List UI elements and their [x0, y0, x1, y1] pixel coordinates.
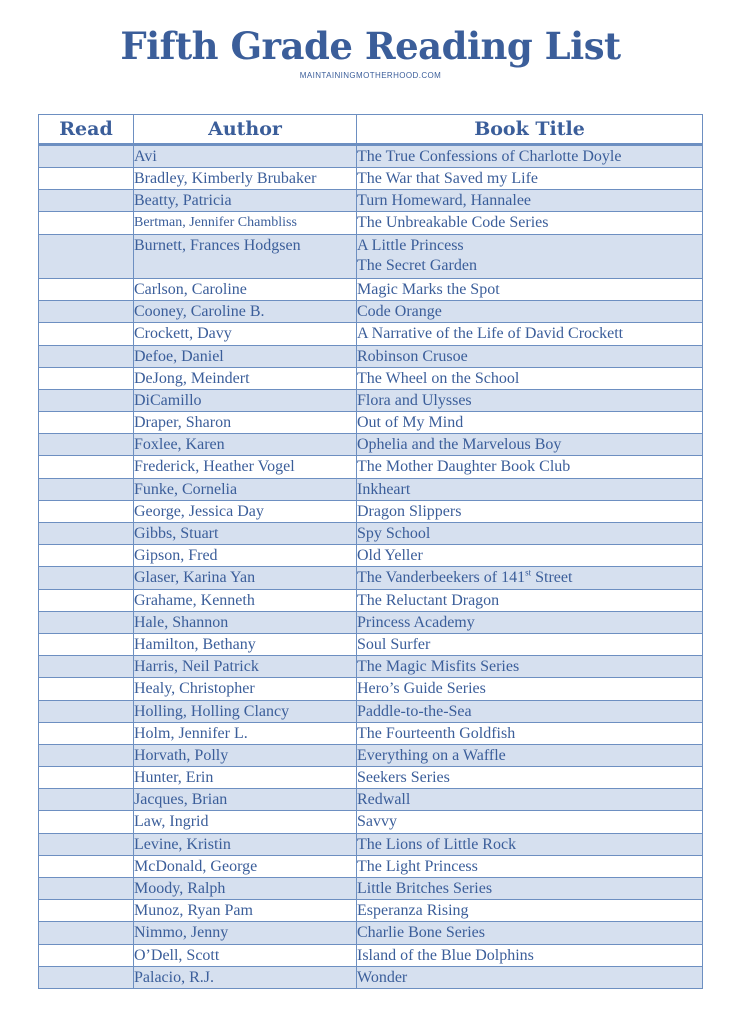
read-checkbox-cell[interactable]	[39, 278, 134, 300]
read-checkbox-cell[interactable]	[39, 878, 134, 900]
book-title-cell	[357, 656, 703, 678]
book-title-cell	[357, 922, 703, 944]
author-cell: Hale, Shannon	[134, 611, 357, 633]
table-row	[39, 212, 703, 234]
book-title: The Fourteenth Goldfish	[357, 724, 516, 742]
book-title: Savvy	[357, 813, 397, 831]
read-checkbox-cell[interactable]	[39, 722, 134, 744]
book-title-cell	[357, 323, 703, 345]
reading-list-table	[38, 114, 703, 989]
read-checkbox-cell[interactable]	[39, 811, 134, 833]
author-cell: Bertman, Jennifer Chambliss	[134, 212, 357, 234]
read-checkbox-cell[interactable]	[39, 301, 134, 323]
read-checkbox-cell[interactable]	[39, 412, 134, 434]
book-title: Ophelia and the Marvelous Boy	[357, 436, 562, 454]
book-title-cell	[357, 811, 703, 833]
author-cell: McDonald, George	[134, 855, 357, 877]
book-title: Esperanza Rising	[357, 902, 469, 920]
author-cell: Palacio, R.J.	[134, 966, 357, 988]
book-title-cell	[357, 145, 703, 168]
author-cell: Gipson, Fred	[134, 545, 357, 567]
book-title-cell	[357, 478, 703, 500]
book-title-cell	[357, 833, 703, 855]
book-title-cell	[357, 301, 703, 323]
book-title-cell	[357, 345, 703, 367]
read-checkbox-cell[interactable]	[39, 611, 134, 633]
column-header-book-title: Book Title	[357, 115, 703, 145]
table-row	[39, 434, 703, 456]
author-cell: Gibbs, Stuart	[134, 523, 357, 545]
book-title-cell	[357, 212, 703, 234]
read-checkbox-cell[interactable]	[39, 234, 134, 278]
table-row	[39, 500, 703, 522]
author-cell: Holling, Holling Clancy	[134, 700, 357, 722]
book-title-cell	[357, 456, 703, 478]
read-checkbox-cell[interactable]	[39, 323, 134, 345]
read-checkbox-cell[interactable]	[39, 767, 134, 789]
read-checkbox-cell[interactable]	[39, 500, 134, 522]
table-row	[39, 944, 703, 966]
read-checkbox-cell[interactable]	[39, 456, 134, 478]
book-title-cell	[357, 944, 703, 966]
book-title-cell	[357, 966, 703, 988]
table-row	[39, 234, 703, 278]
author-cell: Avi	[134, 145, 357, 168]
read-checkbox-cell[interactable]	[39, 389, 134, 411]
table-row	[39, 966, 703, 988]
book-title: The Reluctant Dragon	[357, 591, 500, 609]
book-title: The Secret Garden	[357, 256, 477, 274]
read-checkbox-cell[interactable]	[39, 545, 134, 567]
book-title-cell	[357, 367, 703, 389]
table-row	[39, 456, 703, 478]
book-title: Dragon Slippers	[357, 502, 462, 520]
read-checkbox-cell[interactable]	[39, 367, 134, 389]
author-cell: Cooney, Caroline B.	[134, 301, 357, 323]
table-row	[39, 589, 703, 611]
column-header-read: Read	[39, 115, 134, 145]
book-title-cell	[357, 434, 703, 456]
book-title: Seekers Series	[357, 769, 450, 787]
author-cell: Defoe, Daniel	[134, 345, 357, 367]
book-title-cell	[357, 900, 703, 922]
author-cell: DeJong, Meindert	[134, 367, 357, 389]
book-title: The True Confessions of Charlotte Doyle	[357, 148, 622, 165]
read-checkbox-cell[interactable]	[39, 744, 134, 766]
book-title: Island of the Blue Dolphins	[357, 946, 534, 964]
book-title-suffix: Street	[531, 569, 573, 587]
table-row	[39, 811, 703, 833]
table-row	[39, 678, 703, 700]
book-title: Code Orange	[357, 303, 442, 321]
ordinal-suffix: st	[525, 568, 532, 579]
book-title: Flora and Ulysses	[357, 391, 472, 409]
table-row	[39, 900, 703, 922]
book-title: The War that Saved my Life	[357, 170, 539, 187]
book-title-cell	[357, 523, 703, 545]
book-title: Redwall	[357, 791, 411, 809]
book-title-cell	[357, 722, 703, 744]
read-checkbox-cell[interactable]	[39, 212, 134, 234]
book-title-cell	[357, 767, 703, 789]
read-checkbox-cell[interactable]	[39, 145, 134, 168]
author-cell: Holm, Jennifer L.	[134, 722, 357, 744]
book-title-text: The Vanderbeekers of 141	[357, 569, 526, 587]
author-cell: George, Jessica Day	[134, 500, 357, 522]
book-title: Inkheart	[357, 480, 411, 498]
table-row	[39, 855, 703, 877]
author-cell: Munoz, Ryan Pam	[134, 900, 357, 922]
table-row	[39, 744, 703, 766]
read-checkbox-cell[interactable]	[39, 190, 134, 212]
book-title: Turn Homeward, Hannalee	[357, 192, 532, 210]
read-checkbox-cell[interactable]	[39, 589, 134, 611]
book-title: Soul Surfer	[357, 635, 431, 653]
book-title-cell	[357, 500, 703, 522]
author-cell: Carlson, Caroline	[134, 278, 357, 300]
read-checkbox-cell[interactable]	[39, 966, 134, 988]
author-cell: Grahame, Kenneth	[134, 589, 357, 611]
book-title-cell	[357, 190, 703, 212]
table-row	[39, 833, 703, 855]
author-cell: Glaser, Karina Yan	[134, 567, 357, 589]
table-row	[39, 611, 703, 633]
book-title-cell	[357, 278, 703, 300]
read-checkbox-cell[interactable]	[39, 944, 134, 966]
book-title: The Unbreakable Code Series	[357, 214, 549, 232]
table-row	[39, 367, 703, 389]
book-title-cell	[357, 412, 703, 434]
read-checkbox-cell[interactable]	[39, 855, 134, 877]
page-title: Fifth Grade Reading List	[120, 24, 621, 68]
read-checkbox-cell[interactable]	[39, 833, 134, 855]
author-cell: Harris, Neil Patrick	[134, 656, 357, 678]
book-title: Everything on a Waffle	[357, 746, 506, 764]
book-title-cell	[357, 589, 703, 611]
book-title-cell	[357, 611, 703, 633]
read-checkbox-cell[interactable]	[39, 700, 134, 722]
book-title	[357, 568, 702, 588]
table-row	[39, 700, 703, 722]
book-title-cell	[357, 700, 703, 722]
book-title-cell	[357, 633, 703, 655]
book-title-cell	[357, 789, 703, 811]
author-cell: Jacques, Brian	[134, 789, 357, 811]
author-cell: Levine, Kristin	[134, 833, 357, 855]
book-title: Old Yeller	[357, 547, 423, 565]
author-cell: Foxlee, Karen	[134, 434, 357, 456]
table-row	[39, 190, 703, 212]
table-row	[39, 145, 703, 168]
table-row	[39, 168, 703, 190]
author-cell: Draper, Sharon	[134, 412, 357, 434]
book-title: A Narrative of the Life of David Crockett	[357, 325, 624, 343]
author-cell: Burnett, Frances Hodgsen	[134, 234, 357, 278]
table-row	[39, 722, 703, 744]
table-row	[39, 545, 703, 567]
book-title: A Little Princess	[357, 236, 464, 254]
book-title: Little Britches Series	[357, 880, 493, 898]
book-title: Paddle-to-the-Sea	[357, 702, 472, 720]
read-checkbox-cell[interactable]	[39, 523, 134, 545]
author-cell: Moody, Ralph	[134, 878, 357, 900]
read-checkbox-cell[interactable]	[39, 168, 134, 190]
book-title: The Lions of Little Rock	[357, 835, 517, 853]
read-checkbox-cell[interactable]	[39, 434, 134, 456]
read-checkbox-cell[interactable]	[39, 678, 134, 700]
site-url: MAINTAININGMOTHERHOOD.COM	[299, 71, 442, 80]
read-checkbox-cell[interactable]	[39, 922, 134, 944]
table-row	[39, 323, 703, 345]
table-row	[39, 878, 703, 900]
read-checkbox-cell[interactable]	[39, 345, 134, 367]
author-cell: Bradley, Kimberly Brubaker	[134, 168, 357, 190]
column-header-author: Author	[134, 115, 357, 145]
table-body	[39, 145, 703, 989]
read-checkbox-cell[interactable]	[39, 789, 134, 811]
table-row	[39, 478, 703, 500]
book-title: Out of My Mind	[357, 414, 464, 432]
table-row	[39, 789, 703, 811]
book-title: The Light Princess	[357, 857, 478, 875]
book-title: Charlie Bone Series	[357, 924, 485, 942]
table-row	[39, 278, 703, 300]
book-title-cell	[357, 878, 703, 900]
author-cell: DiCamillo	[134, 389, 357, 411]
book-title-cell	[357, 234, 703, 278]
author-cell: Frederick, Heather Vogel	[134, 456, 357, 478]
author-cell: Hamilton, Bethany	[134, 633, 357, 655]
book-title: The Wheel on the School	[357, 369, 520, 387]
table-row	[39, 523, 703, 545]
book-title-cell	[357, 168, 703, 190]
book-title-cell	[357, 744, 703, 766]
book-title: The Magic Misfits Series	[357, 658, 520, 676]
table-header-row	[39, 115, 703, 145]
read-checkbox-cell[interactable]	[39, 633, 134, 655]
table-row	[39, 922, 703, 944]
author-cell: Beatty, Patricia	[134, 190, 357, 212]
author-cell: Healy, Christopher	[134, 678, 357, 700]
table-row	[39, 389, 703, 411]
book-title: Spy School	[357, 525, 431, 543]
author-cell: Crockett, Davy	[134, 323, 357, 345]
author-cell: Law, Ingrid	[134, 811, 357, 833]
author-cell: Hunter, Erin	[134, 767, 357, 789]
book-title: Hero’s Guide Series	[357, 680, 486, 698]
book-title: Robinson Crusoe	[357, 347, 468, 365]
book-title-cell	[357, 678, 703, 700]
author-cell: Nimmo, Jenny	[134, 922, 357, 944]
book-title: Magic Marks the Spot	[357, 280, 500, 298]
book-title: The Mother Daughter Book Club	[357, 458, 571, 476]
table-row	[39, 412, 703, 434]
read-checkbox-cell[interactable]	[39, 478, 134, 500]
table-row	[39, 301, 703, 323]
table-row	[39, 767, 703, 789]
table-row	[39, 656, 703, 678]
book-title-cell	[357, 567, 703, 589]
author-cell: Horvath, Polly	[134, 744, 357, 766]
read-checkbox-cell[interactable]	[39, 656, 134, 678]
author-cell: O’Dell, Scott	[134, 944, 357, 966]
book-title: Princess Academy	[357, 613, 475, 631]
book-title-cell	[357, 545, 703, 567]
read-checkbox-cell[interactable]	[39, 900, 134, 922]
book-title: Wonder	[357, 968, 408, 986]
book-title-cell	[357, 855, 703, 877]
author-cell: Funke, Cornelia	[134, 478, 357, 500]
table-row	[39, 345, 703, 367]
read-checkbox-cell[interactable]	[39, 567, 134, 589]
table-row	[39, 567, 703, 589]
book-title-cell	[357, 389, 703, 411]
table-row	[39, 633, 703, 655]
